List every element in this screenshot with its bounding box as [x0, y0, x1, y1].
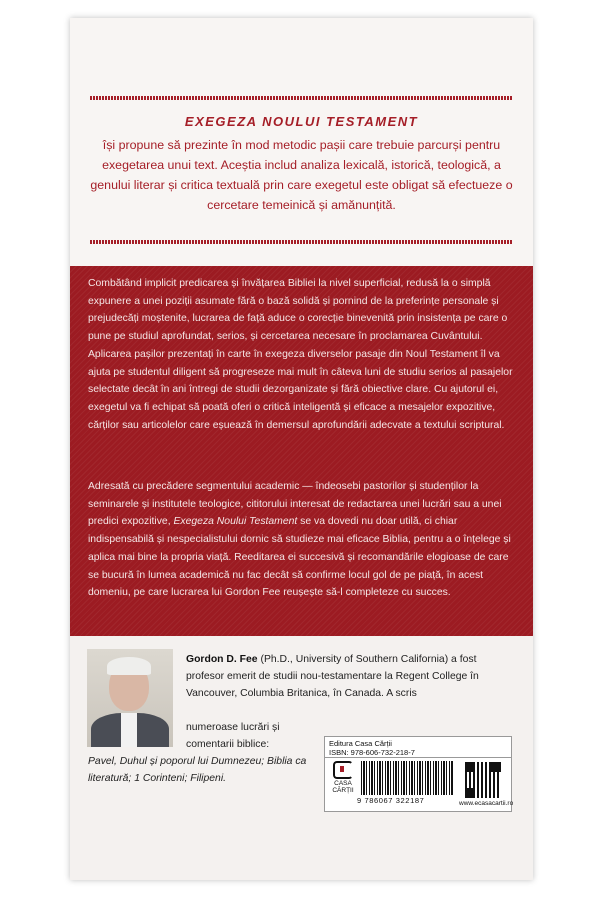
top-divider	[90, 96, 513, 100]
author-bio-text: (Ph.D., University of Southern California) a fost profesor emerit de studii nou-testamentare la Regent College în Vancouver, Columbia Britanica, în Canada. A scris	[186, 654, 479, 699]
back-cover	[70, 18, 533, 880]
author-books: Pavel, Duhul și poporul lui Dumnezeu; Biblia ca literatură; 1 Corinteni; Filipeni.	[88, 756, 307, 784]
barcode-icon	[361, 761, 453, 795]
logo-line-1: CASA	[334, 780, 352, 787]
description-panel	[70, 266, 533, 636]
logo-line-2: CĂRȚII	[332, 787, 354, 794]
photo-hair	[107, 657, 151, 675]
isbn: ISBN: 978-606-732-218-7	[329, 748, 415, 757]
intro-text: își propune să prezinte în mod metodic pașii care trebuie parcurși pentru exegetarea unui text. Aceștia includ analiza lexicală, istorică, teologică, a genului literar și critica textuală prin care exegetul este obligat să efectueze o cercetare temeinică și amănunțită.	[90, 138, 513, 212]
paragraph-2-text-b: se va dovedi nu doar utilă, ci chiar indispensabilă și nespecialistului dornic să studieze mai eficace Biblia, pentru a o înțelege și aplica mai bine la propria viață. Reeditarea ei succesivă și recomandările elogioase de care se bucură în lumea academică nu fac decât să confirme locul gol de pe piață, în acest domeniu, pe care lucrarea lui Gordon Fee reușește să-l completeze cu succes.	[88, 516, 511, 599]
intro-title: EXEGEZA NOULUI TESTAMENT	[184, 114, 419, 129]
barcode-separator	[325, 757, 511, 758]
publisher-logo	[329, 761, 357, 801]
author-name: Gordon D. Fee	[186, 654, 258, 665]
description-paragraph-1: Combătând implicit predicarea și învățarea Bibliei la nivel superficial, redusă la o simplă expunere a unei poziții asumate fără o bază solidă și pornind de la preferințe personale și prejudecăți moștenite, lucrarea de față aduce o corecție binevenită prin insistența pe care o pune pe studiul aprofundat, serios, și cercetarea necesare în proclamarea Cuvântului. Aplicarea pașilor prezentați în carte în exegeza diverselor pasaje din Noul Testament îl va ajuta pe studentul diligent să progreseze mai mult în câteva luni de studiu serios al pasajelor selectate decât în ani întregi de studii dezorganizate și fără obiective clare. Cu ajutorul ei, exegetul va fi echipat să poată oferi o critică inteligentă și eficace a mesajelor expozitive, cărților sau articolelor care eșuează în demersul aprofundării adecvate a textului scriptural.	[88, 278, 513, 431]
author-bio	[186, 652, 516, 702]
paragraph-2-text-a: Adresată cu precădere segmentului academic — îndeosebi pastorilor și studenților la seminarele și institutele teologice, cititorului interesat de redactarea unei lucrări sau a unei predici expozitive,	[88, 481, 502, 528]
barcode-number: 9 786067 322187	[357, 796, 425, 805]
bottom-divider	[90, 240, 513, 244]
author-section	[70, 636, 533, 880]
book-title-inline: Exegeza Noului Testament	[173, 516, 298, 528]
author-photo	[87, 649, 173, 747]
publisher-logo-icon	[333, 761, 353, 779]
author-bio-continued: numeroase lucrări și comentarii biblice:	[186, 722, 280, 750]
barcode-box	[324, 736, 512, 812]
publisher-name: Editura Casa Cărții	[329, 739, 392, 748]
qr-code-icon	[465, 762, 501, 798]
photo-shirt	[121, 713, 137, 747]
publisher-website: www.ecasacartii.ro	[459, 800, 514, 807]
intro-section	[70, 18, 533, 273]
description-paragraph-2	[88, 478, 516, 602]
